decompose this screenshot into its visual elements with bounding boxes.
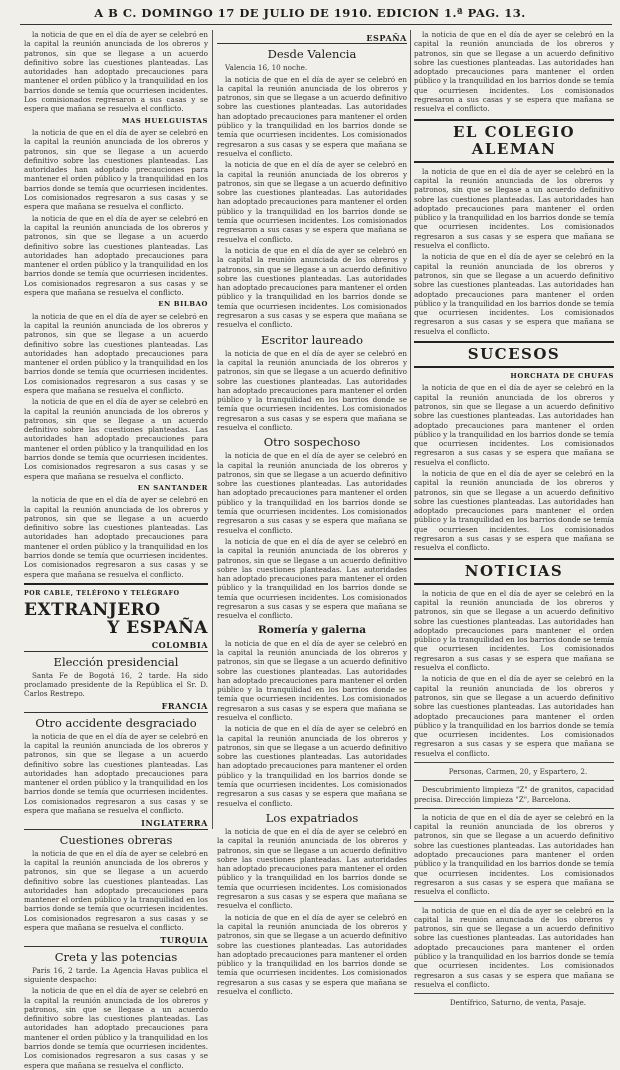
article-paragraph: la noticia de que en el día de ayer se celebró en la capital la reunión anunciada de los obreros y patronos, sin que se llegase a un acuerdo definitivo sobre las cuestiones planteadas. Las autoridades han adoptado precauciones para mantener el orden público y la tranquilidad en los barrios donde se temía que ocurriesen incidentes. Los comisionados regresaron a sus casas y se espera que mañana se resuelva el conflicto. bbox=[24, 213, 208, 298]
article-paragraph: la noticia de que en el día de ayer se celebró en la capital la reunión anunciada de los obreros y patronos, sin que se llegase a un acuerdo definitivo sobre las cuestiones planteadas. Las autoridades han adoptado precauciones para mantener el orden público y la tranquilidad en los barrios donde se temía que ocurriesen incidentes. Los comisionados regresaron a sus casas y se espera que mañana se resuelva el conflicto. bbox=[217, 74, 407, 158]
article-paragraph: la noticia de que en el día de ayer se celebró en la capital la reunión anunciada de los obreros y patronos, sin que se llegase a un acuerdo definitivo sobre las cuestiones planteadas. Las autoridades han adoptado precauciones para mantener el orden público y la tranquilidad en los barrios donde se temía que ocurriesen incidentes. Los comisionados regresaron a sus casas y se espera que mañana se resuelva el conflicto. bbox=[217, 912, 407, 997]
article-paragraph: la noticia de que en el día de ayer se celebró en la capital la reunión anunciada de los obreros y patronos, sin que se llegase a un acuerdo definitivo sobre las cuestiones planteadas. Las autoridades han adoptado precauciones para mantener el orden público y la tranquilidad en los barrios donde se temía que ocurriesen incidentes. Los comisionados regresaron a sus casas y se espera que mañana se resuelva el conflicto. bbox=[217, 348, 407, 432]
section-label: MAS HUELGUISTAS bbox=[121, 116, 208, 125]
headline: Cuestiones obreras bbox=[59, 832, 173, 847]
advertisement: la noticia de que en el día de ayer se celebró en la capital la reunión anunciada de los obreros y patronos, sin que se llegase a un acuerdo definitivo sobre las cuestiones planteadas. Las autoridades han adoptado precauciones para mantener el orden público y la tranquilidad en los barrios donde se temía que ocurriesen incidentes. Los comisionados regresaron a sus casas y se espera que mañana se resuelva el conflicto. bbox=[414, 905, 614, 989]
article-paragraph: la noticia de que en el día de ayer se celebró en la capital la reunión anunciada de los obreros y patronos, sin que se llegase a un acuerdo definitivo sobre las cuestiones planteadas. Las autoridades han adoptado precauciones para mantener el orden público y la tranquilidad en los barrios donde se temía que ocurriesen incidentes. Los comisionados regresaron a sus casas y se espera que mañana se resuelva el conflicto. bbox=[217, 245, 407, 330]
article-paragraph: la noticia de que en el día de ayer se celebró en la capital la reunión anunciada de los obreros y patronos, sin que se llegase a un acuerdo definitivo sobre las cuestiones planteadas. Las autoridades han adoptado precauciones para mantener el orden público y la tranquilidad en los barrios donde se temía que ocurriesen incidentes. Los comisionados regresaron a sus casas y se espera que mañana se resuelva el conflicto. bbox=[414, 30, 614, 114]
section-headline-noticias: NOTICIAS bbox=[414, 558, 614, 585]
advertisement: Descubrimiento limpieza "Z" de granitos, capacidad precisa. Dirección limpieza "Z", Barcelona. bbox=[414, 785, 614, 804]
article-paragraph: Paris 16, 2 tarde. La Agencia Havas publica el siguiente despacho: bbox=[24, 965, 208, 984]
section-label: EN BILBAO bbox=[158, 300, 208, 309]
article-paragraph: la noticia de que en el día de ayer se celebró en la capital la reunión anunciada de los obreros y patronos, sin que se llegase a un acuerdo definitivo sobre las cuestiones planteadas. Las autoridades han adoptado precauciones para mantener el orden público y la tranquilidad en los barrios donde se temía que ocurriesen incidentes. Los comisionados regresaron a sus casas y se espera que mañana se resuelva el conflicto. bbox=[24, 127, 208, 212]
headline: Otro accidente desgraciado bbox=[35, 715, 197, 730]
article-paragraph: la noticia de que en el día de ayer se celebró en la capital la reunión anunciada de los obreros y patronos, sin que se llegase a un acuerdo definitivo sobre las cuestiones planteadas. Las autoridades han adoptado precauciones para mantener el orden público y la tranquilidad en los barrios donde se temía que ocurriesen incidentes. Los comisionados regresaron a sus casas y se espera que mañana se resuelva el conflicto. bbox=[24, 731, 208, 816]
section-headline-extranjero: EXTRANJERO bbox=[24, 600, 161, 621]
wire-service-line: POR CABLE, TELÉFONO Y TELÉGRAFO bbox=[24, 589, 180, 597]
article-paragraph: la noticia de que en el día de ayer se celebró en la capital la reunión anunciada de los obreros y patronos, sin que se llegase a un acuerdo definitivo sobre las cuestiones planteadas. Las autoridades han adoptado precauciones para mantener el orden público y la tranquilidad en los barrios donde se temía que ocurriesen incidentes. Los comisionados regresaron a sus casas y se espera que mañana se resuelva el conflicto. bbox=[217, 536, 407, 621]
article-paragraph: la noticia de que en el día de ayer se celebró en la capital la reunión anunciada de los obreros y patronos, sin que se llegase a un acuerdo definitivo sobre las cuestiones planteadas. Las autoridades han adoptado precauciones para mantener el orden público y la tranquilidad en los barrios donde se temía que ocurriesen incidentes. Los comisionados regresaron a sus casas y se espera que mañana se resuelva el conflicto. bbox=[24, 30, 208, 114]
advertisement: Dentífrico, Saturno, de venta, Pasaje. bbox=[449, 998, 587, 1008]
article-paragraph: la noticia de que en el día de ayer se celebró en la capital la reunión anunciada de los obreros y patronos, sin que se llegase a un acuerdo definitivo sobre las cuestiones planteadas. Las autoridades han adoptado precauciones para mantener el orden público y la tranquilidad en los barrios donde se temía que ocurriesen incidentes. Los comisionados regresaron a sus casas y se espera que mañana se resuelva el conflicto. bbox=[217, 160, 407, 244]
divider bbox=[414, 780, 614, 781]
article-paragraph: la noticia de que en el día de ayer se celebró en la capital la reunión anunciada de los obreros y patronos, sin que se llegase a un acuerdo definitivo sobre las cuestiones planteadas. Las autoridades han adoptado precauciones para mantener el orden público y la tranquilidad en los barrios donde se temía que ocurriesen incidentes. Los comisionados regresaron a sus casas y se espera que mañana se resuelva el conflicto. bbox=[414, 468, 614, 553]
column-left bbox=[24, 30, 208, 1070]
headline: Escritor laureado bbox=[261, 332, 363, 347]
section-label: HORCHATA DE CHUFAS bbox=[510, 372, 614, 381]
article-paragraph: Santa Fe de Bogotá 16, 2 tarde. Ha sido proclamado presidente de la República el Sr. D. Carlos Restrepo. bbox=[24, 670, 208, 699]
article-paragraph: la noticia de que en el día de ayer se celebró en la capital la reunión anunciada de los obreros y patronos, sin que se llegase a un acuerdo definitivo sobre las cuestiones planteadas. Las autoridades han adoptado precauciones para mantener el orden público y la tranquilidad en los barrios donde se temía que ocurriesen incidentes. Los comisionados regresaron a sus casas y se espera que mañana se resuelva el conflicto. bbox=[414, 588, 614, 673]
country-label: INGLATERRA bbox=[24, 819, 208, 829]
article-paragraph: la noticia de que en el día de ayer se celebró en la capital la reunión anunciada de los obreros y patronos, sin que se llegase a un acuerdo definitivo sobre las cuestiones planteadas. Las autoridades han adoptado precauciones para mantener el orden público y la tranquilidad en los barrios donde se temía que ocurriesen incidentes. Los comisionados regresaron a sus casas y se espera que mañana se resuelva el conflicto. bbox=[24, 986, 208, 1070]
article-paragraph: la noticia de que en el día de ayer se celebró en la capital la reunión anunciada de los obreros y patronos, sin que se llegase a un acuerdo definitivo sobre las cuestiones planteadas. Las autoridades han adoptado precauciones para mantener el orden público y la tranquilidad en los barrios donde se temía que ocurriesen incidentes. Los comisionados regresaron a sus casas y se espera que mañana se resuelva el conflicto. bbox=[24, 397, 208, 481]
article-paragraph: la noticia de que en el día de ayer se celebró en la capital la reunión anunciada de los obreros y patronos, sin que se llegase a un acuerdo definitivo sobre las cuestiones planteadas. Las autoridades han adoptado precauciones para mantener el orden público y la tranquilidad en los barrios donde se temía que ocurriesen incidentes. Los comisionados regresaron a sus casas y se espera que mañana se resuelva el conflicto. bbox=[217, 826, 407, 911]
country-label: TURQUIA bbox=[24, 936, 208, 946]
section-label: ESPAÑA bbox=[217, 34, 407, 44]
divider bbox=[24, 583, 208, 585]
divider bbox=[414, 993, 614, 994]
masthead: A B C. DOMINGO 17 DE JULIO DE 1910. EDICION 1.ª PAG. 13. bbox=[94, 6, 526, 20]
headline: Elección presidencial bbox=[53, 654, 179, 669]
article-paragraph: la noticia de que en el día de ayer se celebró en la capital la reunión anunciada de los obreros y patronos, sin que se llegase a un acuerdo definitivo sobre las cuestiones planteadas. Las autoridades han adoptado precauciones para mantener el orden público y la tranquilidad en los barrios donde se temía que ocurriesen incidentes. Los comisionados regresaron a sus casas y se espera que mañana se resuelva el conflicto. bbox=[217, 638, 407, 722]
column-separator bbox=[410, 30, 411, 829]
article-paragraph: Valencia 16, 10 noche. bbox=[225, 63, 308, 73]
article-paragraph: la noticia de que en el día de ayer se celebró en la capital la reunión anunciada de los obreros y patronos, sin que se llegase a un acuerdo definitivo sobre las cuestiones planteadas. Las autoridades han adoptado precauciones para mantener el orden público y la tranquilidad en los barrios donde se temía que ocurriesen incidentes. Los comisionados regresaron a sus casas y se espera que mañana se resuelva el conflicto. bbox=[24, 495, 208, 579]
masthead-rule bbox=[20, 24, 612, 25]
article-paragraph: la noticia de que en el día de ayer se celebró en la capital la reunión anunciada de los obreros y patronos, sin que se llegase a un acuerdo definitivo sobre las cuestiones planteadas. Las autoridades han adoptado precauciones para mantener el orden público y la tranquilidad en los barrios donde se temía que ocurriesen incidentes. Los comisionados regresaron a sus casas y se espera que mañana se resuelva el conflicto. bbox=[414, 383, 614, 467]
article-paragraph: la noticia de que en el día de ayer se celebró en la capital la reunión anunciada de los obreros y patronos, sin que se llegase a un acuerdo definitivo sobre las cuestiones planteadas. Las autoridades han adoptado precauciones para mantener el orden público y la tranquilidad en los barrios donde se temía que ocurriesen incidentes. Los comisionados regresaron a sus casas y se espera que mañana se resuelva el conflicto. bbox=[414, 812, 614, 897]
headline: Otro sospechoso bbox=[263, 435, 361, 450]
advertisement: Personas, Carmen, 20, y Espartero, 2. bbox=[448, 767, 588, 776]
headline: Romería y galerna bbox=[257, 623, 367, 636]
headline: Los expatriados bbox=[265, 810, 359, 825]
article-paragraph: la noticia de que en el día de ayer se celebró en la capital la reunión anunciada de los obreros y patronos, sin que se llegase a un acuerdo definitivo sobre las cuestiones planteadas. Las autoridades han adoptado precauciones para mantener el orden público y la tranquilidad en los barrios donde se temía que ocurriesen incidentes. Los comisionados regresaron a sus casas y se espera que mañana se resuelva el conflicto. bbox=[217, 451, 407, 535]
country-label: COLOMBIA bbox=[24, 641, 208, 651]
headline: Creta y las potencias bbox=[54, 949, 178, 964]
article-paragraph: la noticia de que en el día de ayer se celebró en la capital la reunión anunciada de los obreros y patronos, sin que se llegase a un acuerdo definitivo sobre las cuestiones planteadas. Las autoridades han adoptado precauciones para mantener el orden público y la tranquilidad en los barrios donde se temía que ocurriesen incidentes. Los comisionados regresaron a sus casas y se espera que mañana se resuelva el conflicto. bbox=[414, 252, 614, 336]
article-paragraph: la noticia de que en el día de ayer se celebró en la capital la reunión anunciada de los obreros y patronos, sin que se llegase a un acuerdo definitivo sobre las cuestiones planteadas. Las autoridades han adoptado precauciones para mantener el orden público y la tranquilidad en los barrios donde se temía que ocurriesen incidentes. Los comisionados regresaron a sus casas y se espera que mañana se resuelva el conflicto. bbox=[217, 724, 407, 808]
article-paragraph: la noticia de que en el día de ayer se celebró en la capital la reunión anunciada de los obreros y patronos, sin que se llegase a un acuerdo definitivo sobre las cuestiones planteadas. Las autoridades han adoptado precauciones para mantener el orden público y la tranquilidad en los barrios donde se temía que ocurriesen incidentes. Los comisionados regresaron a sus casas y se espera que mañana se resuelva el conflicto. bbox=[24, 848, 208, 933]
column-middle bbox=[217, 30, 407, 997]
article-paragraph: la noticia de que en el día de ayer se celebró en la capital la reunión anunciada de los obreros y patronos, sin que se llegase a un acuerdo definitivo sobre las cuestiones planteadas. Las autoridades han adoptado precauciones para mantener el orden público y la tranquilidad en los barrios donde se temía que ocurriesen incidentes. Los comisionados regresaron a sus casas y se espera que mañana se resuelva el conflicto. bbox=[414, 166, 614, 251]
headline: Desde Valencia bbox=[267, 47, 357, 62]
column-right bbox=[414, 30, 614, 1008]
section-label: EN SANTANDER bbox=[137, 483, 208, 492]
article-paragraph: la noticia de que en el día de ayer se celebró en la capital la reunión anunciada de los obreros y patronos, sin que se llegase a un acuerdo definitivo sobre las cuestiones planteadas. Las autoridades han adoptado precauciones para mantener el orden público y la tranquilidad en los barrios donde se temía que ocurriesen incidentes. Los comisionados regresaron a sus casas y se espera que mañana se resuelva el conflicto. bbox=[414, 674, 614, 758]
article-paragraph: la noticia de que en el día de ayer se celebró en la capital la reunión anunciada de los obreros y patronos, sin que se llegase a un acuerdo definitivo sobre las cuestiones planteadas. Las autoridades han adoptado precauciones para mantener el orden público y la tranquilidad en los barrios donde se temía que ocurriesen incidentes. Los comisionados regresaron a sus casas y se espera que mañana se resuelva el conflicto. bbox=[24, 311, 208, 395]
divider bbox=[414, 762, 614, 763]
divider bbox=[414, 808, 614, 809]
section-headline-colegio: EL COLEGIO ALEMAN bbox=[414, 119, 614, 163]
section-headline-espana: Y ESPAÑA bbox=[107, 618, 208, 639]
divider bbox=[414, 901, 614, 902]
section-headline-sucesos: SUCESOS bbox=[414, 341, 614, 368]
column-separator bbox=[212, 30, 213, 829]
country-label: FRANCIA bbox=[24, 702, 208, 712]
